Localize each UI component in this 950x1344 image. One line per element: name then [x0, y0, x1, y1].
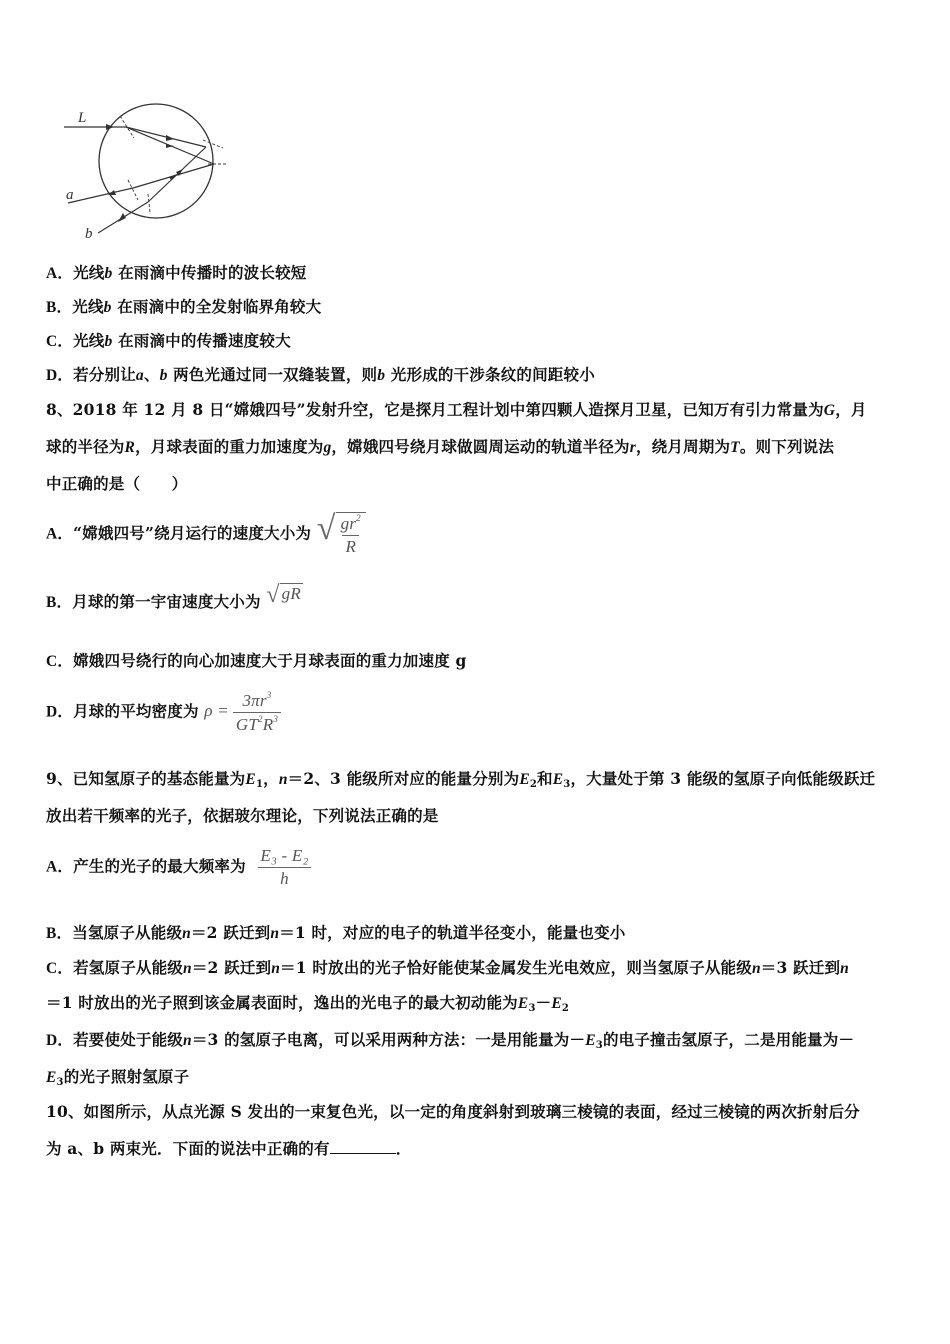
q9-stem-line1: 9、已知氢原子的基态能量为$E_1$，n＝2、3 能级所对应的能量分别为$E_2$和$E_3$，大量处于第 3 能级的氢原子向低能级跃迁 [46, 769, 876, 790]
q8-option-c: C．嫦娥四号绕行的向心加速度大于月球表面的重力加速度 g [46, 651, 467, 670]
raindrop-refraction-figure [58, 100, 238, 249]
formula-sqrt-gR: √ gR [266, 582, 301, 608]
formula-density: ρ = $\frac{3\pi r^3}{GT^2R^3}$ [204, 690, 281, 735]
q8-stem-line3: 中正确的是（ ） [46, 474, 188, 493]
label-b: b [85, 226, 93, 242]
q8-stem-line2: 球的半径为R，月球表面的重力加速度为g，嫦娥四号绕月球做圆周运动的轨道半径为r，绕月周期为T。则下列说法 [46, 437, 835, 456]
q9-option-b: B．当氢原子从能级n＝2 跃迁到n＝1 时，对应的电子的轨道半径变小，能量也变小 [46, 923, 626, 942]
q9-option-c-line2: ＝1 时放出的光子照到该金属表面时，逸出的光电子的最大初动能为$E_3-E_2$ [46, 993, 570, 1014]
q7-option-d: D．若分别让a、b 两色光通过同一双缝装置，则b 光形成的干涉条纹的间距较小 [46, 365, 595, 384]
q8-stem-line1: 8、2018 年 12 月 8 日“嫦娥四号”发射升空，它是探月工程计划中第四颗人造探月卫星，已知万有引力常量为G，月 [46, 400, 867, 419]
q7-option-b: B．光线b 在雨滴中的全发射临界角较大 [46, 297, 322, 316]
q9-option-c-line1: C．若氢原子从能级n＝2 跃迁到n＝1 时放出的光子恰好能使某金属发生光电效应，则当氢原子从能级n＝3 跃迁到n [46, 958, 849, 977]
q7-option-a: A．光线b 在雨滴中传播时的波长较短 [46, 263, 307, 282]
label-a: a [66, 187, 74, 203]
q10-stem-line1: 10、如图所示，从点光源 S 发出的一束复色光，以一定的角度斜射到玻璃三棱镜的表面，经过三棱镜的两次折射后分 [46, 1102, 860, 1121]
q7-option-c: C．光线b 在雨滴中的传播速度较大 [46, 331, 291, 350]
formula-max-frequency: $\frac{\text{E₃ - E₂}}{h}$ [257, 846, 311, 889]
q8-option-d: D．月球的平均密度为 ρ = $\frac{3\pi r^3}{GT^2R^3}$ [46, 690, 281, 735]
raindrop-diagram-icon [58, 100, 238, 245]
q9-stem-line2: 放出若干频率的光子，依据玻尔理论，下列说法正确的是 [46, 806, 439, 825]
answer-blank[interactable] [330, 1139, 396, 1154]
q8-option-b: B．月球的第一宇宙速度大小为 √ gR [46, 582, 301, 611]
q9-option-d-line1: D．若要使处于能级n＝3 的氢原子电离，可以采用两种方法：一是用能量为$-E_3$的电子撞击氢原子，二是用能量为－ [46, 1030, 855, 1051]
formula-sqrt-gr2-over-R: √ $\frac{gr^2}{R}$ [317, 512, 366, 557]
label-L: L [78, 110, 87, 126]
q10-stem-line2: 为 a、b 两束光．下面的说法中正确的有 ． [46, 1139, 412, 1158]
q9-option-d-line2: $E_3$的光子照射氢原子 [46, 1067, 190, 1088]
q9-option-a: A．产生的光子的最大频率为 $\frac{\text{E₃ - E₂}}{h}$ [46, 846, 312, 889]
q8-option-a: A．“嫦娥四号”绕月运行的速度大小为 √ $\frac{gr^2}{R}$ [46, 512, 366, 557]
